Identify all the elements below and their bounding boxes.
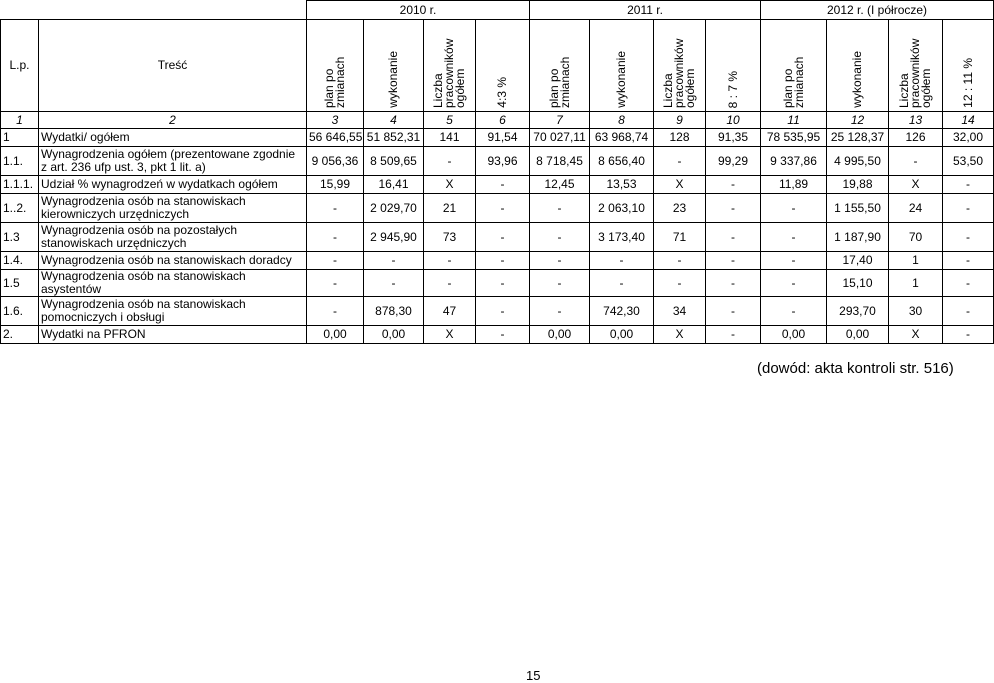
- row-value: -: [761, 194, 827, 223]
- column-number: 7: [530, 112, 590, 129]
- row-description: Wynagrodzenia osób na stanowiskach doradcy: [39, 252, 307, 270]
- row-value: -: [530, 194, 590, 223]
- tresc-header: Treść: [39, 20, 307, 112]
- row-value: 8 509,65: [364, 147, 424, 176]
- row-value: 25 128,37: [827, 129, 889, 147]
- row-value: -: [476, 326, 530, 344]
- row-description: Udział % wynagrodzeń w wydatkach ogółem: [39, 176, 307, 194]
- row-value: -: [364, 270, 424, 297]
- table-row: [1, 297, 994, 326]
- row-value: -: [307, 270, 364, 297]
- row-value: 1: [889, 252, 943, 270]
- column-header: plan po zmianach: [530, 20, 590, 112]
- row-value: -: [307, 223, 364, 252]
- column-number: 8: [590, 112, 654, 129]
- row-value: -: [706, 176, 761, 194]
- row-value: 878,30: [364, 297, 424, 326]
- row-value: -: [706, 270, 761, 297]
- row-value: -: [424, 270, 476, 297]
- table-row: [1, 176, 994, 194]
- table-row: [1, 270, 994, 297]
- row-value: 4 995,50: [827, 147, 889, 176]
- row-value: X: [889, 176, 943, 194]
- row-lp: 1.1.1.: [1, 176, 39, 194]
- year-header-row: [1, 1, 994, 20]
- row-value: 1 187,90: [827, 223, 889, 252]
- column-number: 12: [827, 112, 889, 129]
- row-value: 0,00: [761, 326, 827, 344]
- row-value: X: [424, 176, 476, 194]
- row-value: 63 968,74: [590, 129, 654, 147]
- page-number: 15: [526, 668, 541, 683]
- row-value: X: [654, 326, 706, 344]
- column-number-row: [1, 112, 994, 129]
- row-value: -: [476, 223, 530, 252]
- row-value: 0,00: [530, 326, 590, 344]
- row-value: 293,70: [827, 297, 889, 326]
- row-value: -: [307, 252, 364, 270]
- row-value: 8 656,40: [590, 147, 654, 176]
- year-2012-header: 2012 r. (I półrocze): [761, 1, 994, 20]
- column-number: 9: [654, 112, 706, 129]
- table-row: [1, 252, 994, 270]
- row-value: -: [476, 194, 530, 223]
- row-value: X: [889, 326, 943, 344]
- row-lp: 1.1.: [1, 147, 39, 176]
- row-value: -: [590, 252, 654, 270]
- table-row: [1, 129, 994, 147]
- row-value: 128: [654, 129, 706, 147]
- row-value: 21: [424, 194, 476, 223]
- row-value: -: [761, 223, 827, 252]
- column-number: 3: [307, 112, 364, 129]
- row-value: 0,00: [307, 326, 364, 344]
- column-number: 13: [889, 112, 943, 129]
- row-value: -: [761, 252, 827, 270]
- row-value: -: [889, 147, 943, 176]
- row-value: -: [476, 270, 530, 297]
- column-header: plan po zmianach: [761, 20, 827, 112]
- column-header: 12 : 11 %: [943, 20, 994, 112]
- table-row: [1, 194, 994, 223]
- row-value: 47: [424, 297, 476, 326]
- row-value: -: [706, 194, 761, 223]
- year-header-spacer: [1, 1, 307, 20]
- row-value: 11,89: [761, 176, 827, 194]
- row-value: X: [654, 176, 706, 194]
- row-value: 70: [889, 223, 943, 252]
- row-value: 141: [424, 129, 476, 147]
- row-value: 0,00: [590, 326, 654, 344]
- row-description: Wynagrodzenia osób na stanowiskach pomocniczych i obsługi: [39, 297, 307, 326]
- row-value: 9 337,86: [761, 147, 827, 176]
- column-number: 11: [761, 112, 827, 129]
- table-row: [1, 326, 994, 344]
- row-value: -: [530, 223, 590, 252]
- row-value: -: [943, 270, 994, 297]
- row-value: -: [943, 326, 994, 344]
- row-value: -: [706, 252, 761, 270]
- row-value: 91,35: [706, 129, 761, 147]
- row-value: -: [943, 252, 994, 270]
- row-value: -: [476, 176, 530, 194]
- row-value: 93,96: [476, 147, 530, 176]
- row-value: 2 063,10: [590, 194, 654, 223]
- row-value: -: [476, 297, 530, 326]
- column-header: wykonanie: [364, 20, 424, 112]
- row-lp: 1.4.: [1, 252, 39, 270]
- row-value: 2 029,70: [364, 194, 424, 223]
- row-value: 1: [889, 270, 943, 297]
- column-number: 14: [943, 112, 994, 129]
- column-number: 10: [706, 112, 761, 129]
- column-header: Liczba pracowników ogółem: [654, 20, 706, 112]
- row-value: 30: [889, 297, 943, 326]
- row-value: -: [943, 223, 994, 252]
- row-value: -: [706, 326, 761, 344]
- row-value: 742,30: [590, 297, 654, 326]
- row-lp: 1.3: [1, 223, 39, 252]
- column-number: 2: [39, 112, 307, 129]
- row-value: -: [530, 252, 590, 270]
- column-header: 8 : 7 %: [706, 20, 761, 112]
- row-value: 0,00: [364, 326, 424, 344]
- table-row: [1, 147, 994, 176]
- column-header: Liczba pracowników ogółem: [424, 20, 476, 112]
- column-number: 5: [424, 112, 476, 129]
- column-header: Liczba pracowników ogółem: [889, 20, 943, 112]
- row-value: 12,45: [530, 176, 590, 194]
- year-2010-header: 2010 r.: [307, 1, 530, 20]
- row-value: 70 027,11: [530, 129, 590, 147]
- row-value: 8 718,45: [530, 147, 590, 176]
- year-2011-header: 2011 r.: [530, 1, 761, 20]
- column-number: 1: [1, 112, 39, 129]
- row-description: Wynagrodzenia osób na stanowiskach kierowniczych urzędniczych: [39, 194, 307, 223]
- row-value: 24: [889, 194, 943, 223]
- row-description: Wynagrodzenia ogółem (prezentowane zgodnie z art. 236 ufp ust. 3, pkt 1 lit. a): [39, 147, 307, 176]
- row-value: -: [761, 297, 827, 326]
- row-lp: 1: [1, 129, 39, 147]
- row-value: -: [654, 252, 706, 270]
- row-lp: 1..2.: [1, 194, 39, 223]
- column-header-row: [1, 20, 994, 112]
- row-value: X: [424, 326, 476, 344]
- row-lp: 1.6.: [1, 297, 39, 326]
- row-description: Wydatki na PFRON: [39, 326, 307, 344]
- row-value: 56 646,55: [307, 129, 364, 147]
- row-value: 16,41: [364, 176, 424, 194]
- row-value: 53,50: [943, 147, 994, 176]
- row-value: 13,53: [590, 176, 654, 194]
- row-value: 19,88: [827, 176, 889, 194]
- column-header: 4:3 %: [476, 20, 530, 112]
- row-value: 126: [889, 129, 943, 147]
- row-lp: 1.5: [1, 270, 39, 297]
- column-header: plan po zmianach: [307, 20, 364, 112]
- row-value: 51 852,31: [364, 129, 424, 147]
- row-value: -: [364, 252, 424, 270]
- row-value: 17,40: [827, 252, 889, 270]
- row-description: Wynagrodzenia osób na pozostałych stanowiskach urzędniczych: [39, 223, 307, 252]
- row-value: -: [654, 270, 706, 297]
- row-value: 71: [654, 223, 706, 252]
- column-header: wykonanie: [827, 20, 889, 112]
- row-value: 99,29: [706, 147, 761, 176]
- row-value: 34: [654, 297, 706, 326]
- column-header: wykonanie: [590, 20, 654, 112]
- row-value: -: [943, 297, 994, 326]
- row-value: -: [530, 270, 590, 297]
- row-description: Wynagrodzenia osób na stanowiskach asystentów: [39, 270, 307, 297]
- row-value: -: [530, 297, 590, 326]
- row-value: 2 945,90: [364, 223, 424, 252]
- row-value: 15,10: [827, 270, 889, 297]
- row-value: 15,99: [307, 176, 364, 194]
- column-number: 6: [476, 112, 530, 129]
- row-value: -: [706, 223, 761, 252]
- row-value: -: [307, 297, 364, 326]
- row-value: 3 173,40: [590, 223, 654, 252]
- row-value: -: [307, 194, 364, 223]
- row-value: 1 155,50: [827, 194, 889, 223]
- row-lp: 2.: [1, 326, 39, 344]
- row-value: -: [943, 194, 994, 223]
- row-value: 23: [654, 194, 706, 223]
- table-row: [1, 223, 994, 252]
- row-value: -: [590, 270, 654, 297]
- row-value: -: [654, 147, 706, 176]
- row-value: -: [424, 252, 476, 270]
- row-value: 0,00: [827, 326, 889, 344]
- row-description: Wydatki/ ogółem: [39, 129, 307, 147]
- column-number: 4: [364, 112, 424, 129]
- evidence-note: (dowód: akta kontroli str. 516): [757, 360, 954, 377]
- row-value: 32,00: [943, 129, 994, 147]
- row-value: 78 535,95: [761, 129, 827, 147]
- row-value: -: [761, 270, 827, 297]
- row-value: -: [476, 252, 530, 270]
- row-value: 91,54: [476, 129, 530, 147]
- row-value: -: [424, 147, 476, 176]
- lp-header: L.p.: [1, 20, 39, 112]
- row-value: -: [706, 297, 761, 326]
- row-value: -: [943, 176, 994, 194]
- row-value: 9 056,36: [307, 147, 364, 176]
- row-value: 73: [424, 223, 476, 252]
